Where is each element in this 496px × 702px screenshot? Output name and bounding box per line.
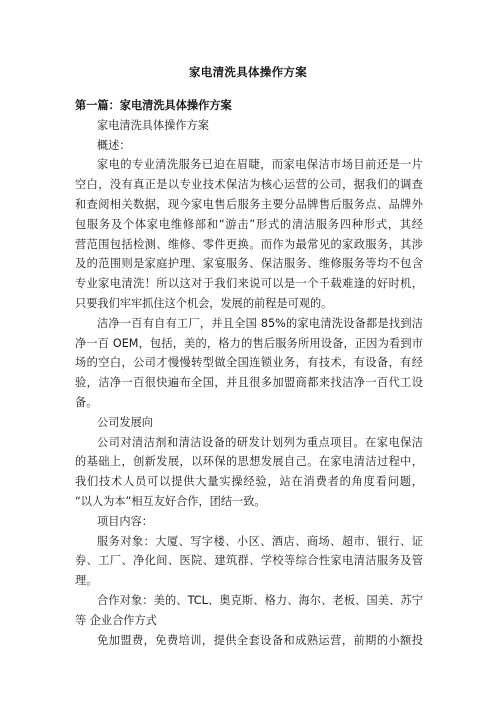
- direction-label: 公司发展向: [97, 415, 153, 429]
- document-body: [75, 96, 423, 650]
- paragraph-line: 的基础上，创新发展，以环保的思想发展自己。在家电清洁过程中，: [75, 455, 423, 469]
- paragraph-line: 公司对清洁剂和清洁设备的研发计划列为重点项目。在家电保洁: [97, 435, 423, 449]
- paragraph-line: 洁净一百有自有工厂，并且全国 85%的家电清洗设备都是找到洁: [97, 316, 423, 330]
- paragraph-line: 和查阅相关数据，现今家电售后服务主要分品牌售后服务点、品牌外: [75, 197, 423, 211]
- paragraph-line: 备。: [75, 395, 98, 409]
- paragraph-line: 我们技术人员可以提供大量实操经验，站在消费者的角度看问题，: [75, 475, 423, 489]
- paragraph-partners: [75, 591, 423, 631]
- paragraph-line: 免加盟费，免费培训，提供全套设备和成熟运营，前期的小额投: [97, 633, 423, 647]
- paragraph-line: 券、工厂、净化间、医院、建筑群、学校等综合性家电清洁服务及管: [75, 554, 423, 568]
- document-title: 家电清洗具体操作方案: [189, 65, 307, 79]
- paragraph-line: 净一百 OEM，包括，美的，格力的售后服务所用设备，正因为看到市: [75, 336, 423, 350]
- paragraph-line: 场的空白，公司才慢慢转型做全国连锁业务，有技术，有设备，有经: [75, 356, 423, 370]
- paragraph-line: 空白，没有真正是以专业技术保洁为核心运营的公司，据我们的调查: [75, 178, 423, 192]
- paragraph-company: [75, 314, 423, 413]
- paragraph-service-targets: [75, 532, 423, 591]
- paragraph-direction: [75, 433, 423, 512]
- paragraph-line: “以人为本”相互友好合作，团结一致。: [75, 494, 266, 508]
- paragraph-line: 合作对象：美的、TCL、奥克斯、格力、海尔、老板、国美、苏宁: [97, 593, 423, 607]
- paragraph-cooperation: [75, 631, 423, 651]
- paragraph-overview: [75, 155, 423, 313]
- paragraph-line: 及的范围则是家庭护理、家宴服务、保洁服务、维修服务等均不包含: [75, 257, 423, 271]
- overview-label: 概述：: [97, 138, 131, 152]
- paragraph-line: 只要我们牢牢抓住这个机会，发展的前程是可观的。: [75, 296, 333, 310]
- paragraph-line: 专业家电清洗！所以这对于我们来说可以是一个千载难逢的好时机，: [75, 277, 423, 291]
- section-heading: 第一篇：家电清洗具体操作方案: [75, 99, 232, 112]
- subtitle: 家电清洗具体操作方案: [97, 118, 209, 132]
- paragraph-line: 等 企业合作方式: [75, 613, 157, 627]
- paragraph-line: 验，洁净一百很快遍布全国，并且很多加盟商都来找洁净一百代工设: [75, 376, 423, 390]
- paragraph-line: 包服务及个体家电维修部和“游击”形式的清洁服务四种形式，其经: [75, 217, 423, 231]
- paragraph-line: 营范围包括检测、维修、零件更换。而作为最常见的家政服务，其涉: [75, 237, 423, 251]
- paragraph-line: 服务对象：大厦、写字楼、小区、酒店、商场、超市、银行、证: [97, 534, 423, 548]
- project-label: 项目内容：: [97, 514, 153, 528]
- paragraph-line: 家电的专业清洗服务已迫在眉睫，而家电保洁市场目前还是一片: [97, 158, 423, 172]
- paragraph-line: 理。: [75, 574, 98, 588]
